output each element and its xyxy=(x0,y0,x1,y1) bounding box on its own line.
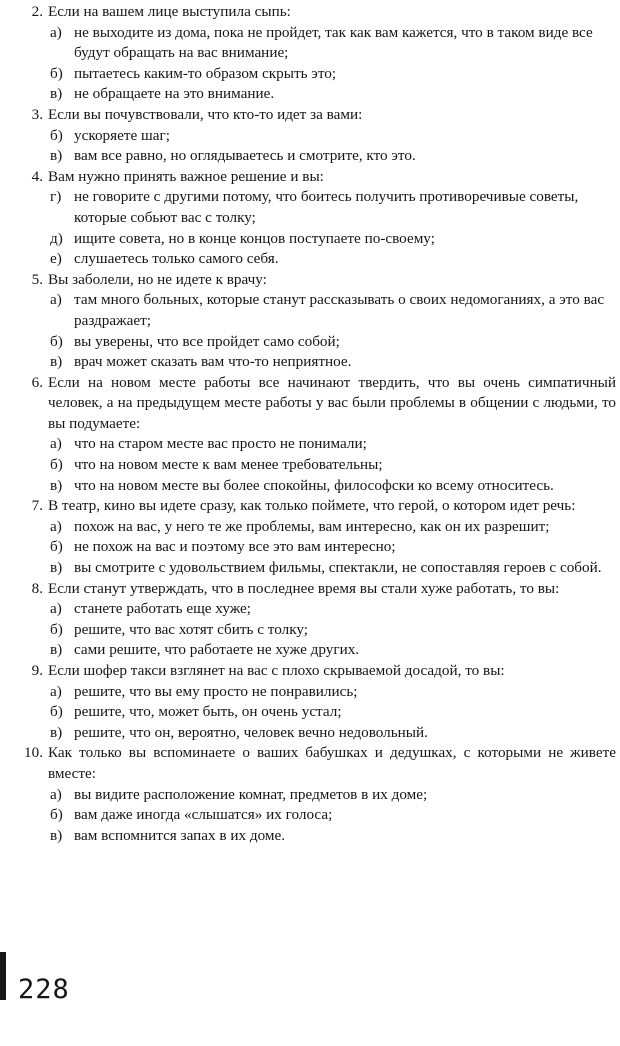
option-text: слушаетесь только самого себя. xyxy=(74,250,279,268)
option-letter: д) xyxy=(50,229,63,247)
question-text: Как только вы вспоминаете о ваших бабушках и дедушках, с которыми не живете вместе: xyxy=(48,744,616,782)
option-text: вам даже иногда «слышатся» их голоса; xyxy=(74,806,333,824)
option-letter: г) xyxy=(50,188,62,206)
page-edge-marker xyxy=(0,952,6,1000)
option-letter: а) xyxy=(50,517,62,535)
option-letter: е) xyxy=(50,250,62,268)
option-letter: б) xyxy=(50,456,63,474)
question-3 xyxy=(0,105,620,167)
option-text: станете работать еще хуже; xyxy=(74,600,251,618)
question-text: Если на вашем лице выступила сыпь: xyxy=(48,3,291,20)
question-number: 5. xyxy=(31,270,43,288)
option-letter: в) xyxy=(50,826,63,844)
option-text: вы видите расположение комнат, предметов в их доме; xyxy=(74,785,428,803)
option-letter: б) xyxy=(50,332,63,350)
question-number: 4. xyxy=(31,167,43,185)
option-letter: а) xyxy=(50,435,62,453)
option-text: не говорите с другими потому, что боитесь получить противоречивые советы, которые собьют вас с толку; xyxy=(74,188,579,226)
question-number: 9. xyxy=(31,662,43,679)
question-text: Если станут утверждать, что в последнее время вы стали хуже работать, то вы: xyxy=(48,579,560,597)
questionnaire xyxy=(0,2,620,846)
option-letter: б) xyxy=(50,538,63,556)
option-text: решите, что, может быть, он очень устал; xyxy=(74,703,342,721)
option-letter: б) xyxy=(50,703,63,721)
option-letter: а) xyxy=(50,600,62,618)
option-letter: в) xyxy=(50,147,63,165)
option-letter: а) xyxy=(50,291,62,309)
option-text: что на старом месте вас просто не понимали; xyxy=(74,435,367,453)
question-text: Если вы почувствовали, что кто-то идет за вами: xyxy=(48,105,363,123)
question-number: 3. xyxy=(31,105,43,123)
question-9 xyxy=(0,661,620,743)
question-number: 10. xyxy=(24,744,43,762)
option-text: пытаетесь каким-то образом скрыть это; xyxy=(74,64,337,82)
option-letter: б) xyxy=(50,126,63,144)
question-text: В театр, кино вы идете сразу, как только поймете, что герой, о котором идет речь: xyxy=(48,497,576,515)
option-text: сами решите, что работаете не хуже других. xyxy=(74,641,360,659)
option-text: вам вспомнится запах в их доме. xyxy=(74,826,286,844)
option-letter: в) xyxy=(50,476,63,494)
option-text: вы смотрите с удовольствием фильмы, спектакли, не сопоставляя героев с собой. xyxy=(74,559,602,577)
question-text: Вы заболели, но не идете к врачу: xyxy=(48,270,267,288)
question-10 xyxy=(0,743,620,846)
option-letter: а) xyxy=(50,23,62,41)
option-letter: в) xyxy=(50,353,63,371)
question-2 xyxy=(0,2,620,105)
question-text: Если шофер такси взглянет на вас с плохо скрываемой досадой, то вы: xyxy=(48,662,505,679)
option-text: врач может сказать вам что-то неприятное. xyxy=(74,353,352,371)
option-letter: б) xyxy=(50,806,63,824)
option-text: решите, что вы ему просто не понравились; xyxy=(74,682,358,700)
option-text: что на новом месте к вам менее требовательны; xyxy=(74,456,383,474)
option-letter: в) xyxy=(50,85,63,103)
option-letter: а) xyxy=(50,785,62,803)
question-number: 2. xyxy=(31,3,43,20)
option-letter: б) xyxy=(50,64,63,82)
question-8 xyxy=(0,579,620,661)
option-text: вы уверены, что все пройдет само собой; xyxy=(74,332,340,350)
option-text: не похож на вас и поэтому все это вам интересно; xyxy=(74,538,396,556)
option-text: не выходите из дома, пока не пройдет, так как вам кажется, что в таком виде все будут обращать на вас внимание; xyxy=(74,23,593,62)
question-4 xyxy=(0,167,620,270)
option-text: ищите совета, но в конце концов поступаете по-своему; xyxy=(74,229,435,247)
question-text: Вам нужно принять важное решение и вы: xyxy=(48,167,324,185)
question-6 xyxy=(0,373,620,497)
option-letter: в) xyxy=(50,559,63,577)
question-number: 8. xyxy=(31,579,43,597)
question-number: 6. xyxy=(31,373,43,391)
question-number: 7. xyxy=(31,497,43,515)
page-number: 228 xyxy=(18,974,70,1005)
option-letter: в) xyxy=(50,641,63,659)
option-letter: в) xyxy=(50,723,63,741)
option-text: ускоряете шаг; xyxy=(74,126,170,144)
option-text: решите, что вас хотят сбить с толку; xyxy=(74,620,308,638)
option-text: похож на вас, у него те же проблемы, вам интересно, как он их разрешит; xyxy=(74,517,550,535)
option-text: там много больных, которые станут рассказывать о своих недомоганиях, а это вас раздражает; xyxy=(74,291,605,329)
option-text: что на новом месте вы более спокойны, философски ко всему относитесь. xyxy=(74,476,554,494)
option-letter: а) xyxy=(50,682,62,700)
option-letter: б) xyxy=(50,620,63,638)
option-text: вам все равно, но оглядываетесь и смотрите, кто это. xyxy=(74,147,416,165)
question-text: Если на новом месте работы все начинают твердить, что вы очень симпатичный человек, а на предыдущем месте работы у вас были проблемы в общении с людьми, то вы подумаете: xyxy=(48,373,616,432)
question-5 xyxy=(0,270,620,373)
option-text: решите, что он, вероятно, человек вечно недовольный. xyxy=(74,723,428,741)
question-7 xyxy=(0,496,620,578)
option-text: не обращаете на это внимание. xyxy=(74,85,275,103)
